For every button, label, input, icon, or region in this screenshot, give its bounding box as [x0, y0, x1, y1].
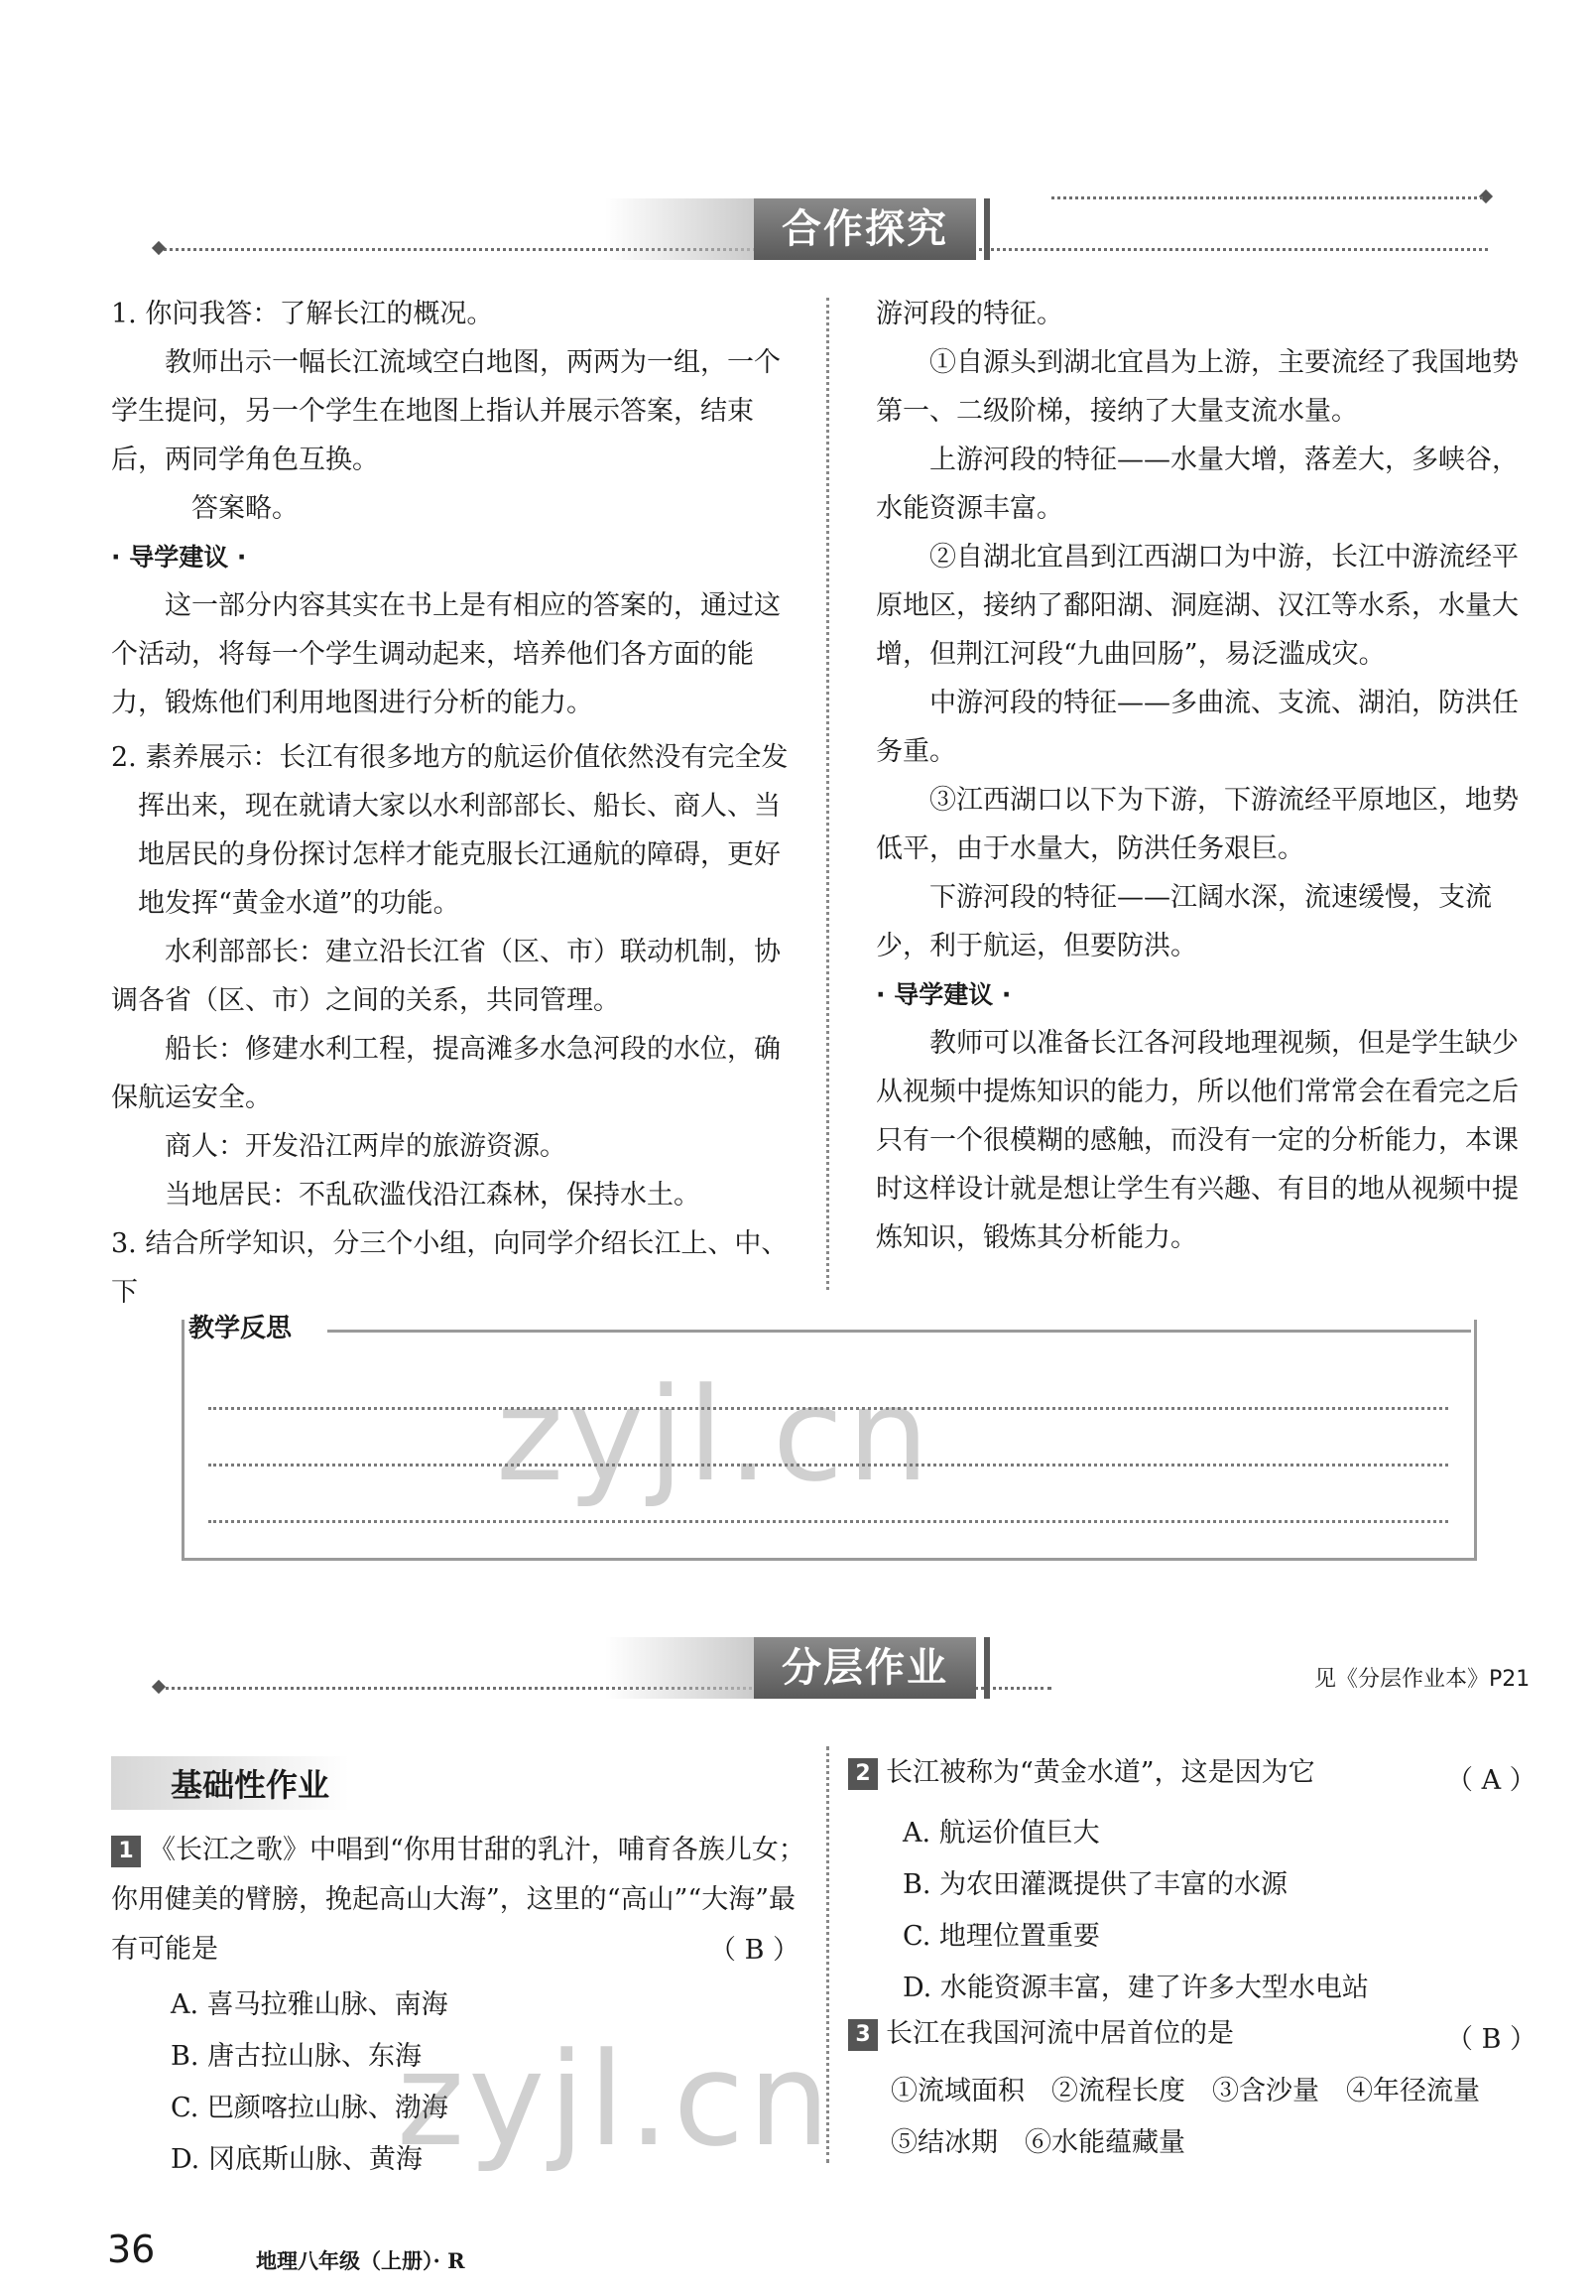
q2-answer-resident: 当地居民：不乱砍滥伐沿江森林，保持水土。	[165, 1180, 700, 1211]
hw-q1-number: 1	[111, 1836, 141, 1867]
guide1-body: 这一部分内容其实在书上是有相应的答案的，通过这个活动，将每一个学生调动起来，培养他们各方面的能力，锻炼他们利用地图进行分析的能力。	[111, 590, 781, 718]
watermark: zyjl.cn	[496, 1359, 933, 1510]
q3-continued: 游河段的特征。	[876, 299, 1063, 329]
hw-q1-option-b[interactable]: B. 唐古拉山脉、东海	[171, 2041, 423, 2072]
hw-q2	[848, 1748, 1542, 1798]
homework-reference: 见《分层作业本》P21	[1314, 1667, 1531, 1692]
lower-reach: ③江西湖口以下为下游，下游流经平原地区，地势低平，由于水量大，防洪任务艰巨。	[876, 785, 1519, 864]
left-column	[111, 290, 805, 1317]
upper-reach: ①自源头到湖北宜昌为上游，主要流经了我国地势第一、二级阶梯，接纳了大量支流水量。	[876, 347, 1519, 427]
hw-q3-text: 长江在我国河流中居首位的是	[886, 2018, 1234, 2049]
hw-q2-option-a[interactable]: A. 航运价值巨大	[903, 1818, 1100, 1849]
banner-end-dot-icon	[152, 241, 166, 255]
hw-q3	[848, 2009, 1542, 2059]
q3-title: 3. 结合所学知识，分三个小组，向同学介绍长江上、中、下	[111, 1228, 789, 1308]
guide-label: · 导学建议 ·	[111, 543, 247, 572]
reflection-top-line	[327, 1330, 1471, 1333]
q2-title: 2. 素养展示：长江有很多地方的航运价值依然没有完全发挥出来，现在就请大家以水利部部长、船长、商人、当地居民的身份探讨怎样才能克服长江通航的障碍，更好地发挥“黄金水道”的功能。	[111, 742, 789, 919]
q2-answer-captain: 船长：修建水利工程，提高滩多水急河段的水位，确保航运安全。	[111, 1034, 781, 1113]
hw-q3-answer: （ B ）	[1446, 2024, 1537, 2055]
section1-banner-line-right	[1051, 196, 1483, 199]
reflection-writing-line[interactable]	[208, 1520, 1448, 1523]
banner-end-dot-icon	[152, 1680, 166, 1694]
right-column	[876, 290, 1540, 1262]
q1-title: 1. 你问我答：了解长江的概况。	[111, 299, 494, 329]
guide2-body: 教师可以准备长江各河段地理视频，但是学生缺少从视频中提炼知识的能力，所以他们常常会在看完之后只有一个很模糊的感触，而没有一定的分析能力，本课时这样设计就是想让学生有兴趣、有目的地从视频中提炼知识，锻炼其分析能力。	[876, 1028, 1519, 1253]
hw-q3-number: 3	[848, 2019, 878, 2051]
page-number: 36	[107, 2228, 156, 2271]
section2-title: 分层作业	[754, 1637, 976, 1699]
lower-reach-feature: 下游河段的特征——江阔水深，流速缓慢，支流少，利于航运，但要防洪。	[876, 882, 1492, 961]
homework-subhead: 基础性作业	[111, 1756, 349, 1810]
hw-q2-answer: （ A ）	[1446, 1765, 1536, 1796]
hw-q1-option-d[interactable]: D. 冈底斯山脉、黄海	[171, 2144, 423, 2175]
hw-q2-option-b[interactable]: B. 为农田灌溉提供了丰富的水源	[903, 1869, 1289, 1900]
guide-label: · 导学建议 ·	[876, 980, 1012, 1009]
hw-q3-options-line1[interactable]: ①流域面积 ②流程长度 ③含沙量 ④年径流量	[891, 2076, 1480, 2106]
hw-q1-text: 《长江之歌》中唱到“你用甘甜的乳汁，哺育各族儿女；你用健美的臂膀，挽起高山大海”，这里的“高山”“大海”最有可能是	[111, 1835, 805, 1965]
q1-body: 教师出示一幅长江流域空白地图，两两为一组，一个学生提问，另一个学生在地图上指认并展示答案，结束后，两同学角色互换。	[111, 347, 781, 475]
banner-ghost-decoration	[605, 198, 754, 260]
banner-ghost-decoration	[605, 1637, 754, 1699]
hw-q1-option-c[interactable]: C. 巴颜喀拉山脉、渤海	[171, 2093, 448, 2123]
hw-q2-number: 2	[848, 1758, 878, 1790]
column-divider	[826, 298, 829, 1290]
middle-reach-feature: 中游河段的特征——多曲流、支流、湖泊，防洪任务重。	[876, 688, 1519, 767]
book-title-footer: 地理八年级（上册）· R	[256, 2248, 465, 2273]
hw-q2-option-c[interactable]: C. 地理位置重要	[903, 1921, 1100, 1952]
hw-q1-option-a[interactable]: A. 喜马拉雅山脉、南海	[171, 1989, 448, 2020]
hw-q1	[111, 1826, 805, 1975]
q1-answer: 答案略。	[191, 493, 299, 524]
q2-answer-merchant: 商人：开发沿江两岸的旅游资源。	[165, 1131, 566, 1162]
hw-q3-options-line2[interactable]: ⑤结冰期 ⑥水能蕴藏量	[891, 2127, 1185, 2158]
watermark: zyjl.cn	[397, 2024, 834, 2175]
hw-q2-text: 长江被称为“黄金水道”，这是因为它	[886, 1757, 1315, 1788]
hw-q2-option-d[interactable]: D. 水能资源丰富，建了许多大型水电站	[903, 1973, 1369, 2003]
hw-q1-answer: （ B ）	[709, 1935, 800, 1966]
section1-title: 合作探究	[754, 198, 976, 260]
reflection-title: 教学反思	[188, 1308, 304, 1344]
q2-answer-minister: 水利部部长：建立沿长江省（区、市）联动机制，协调各省（区、市）之间的关系，共同管理。	[111, 937, 781, 1016]
upper-reach-feature: 上游河段的特征——水量大增，落差大，多峡谷，水能资源丰富。	[876, 445, 1519, 524]
middle-reach: ②自湖北宜昌到江西湖口为中游，长江中游流经平原地区，接纳了鄱阳湖、洞庭湖、汉江等水系，水量大增，但荆江河段“九曲回肠”，易泛滥成灾。	[876, 542, 1519, 670]
